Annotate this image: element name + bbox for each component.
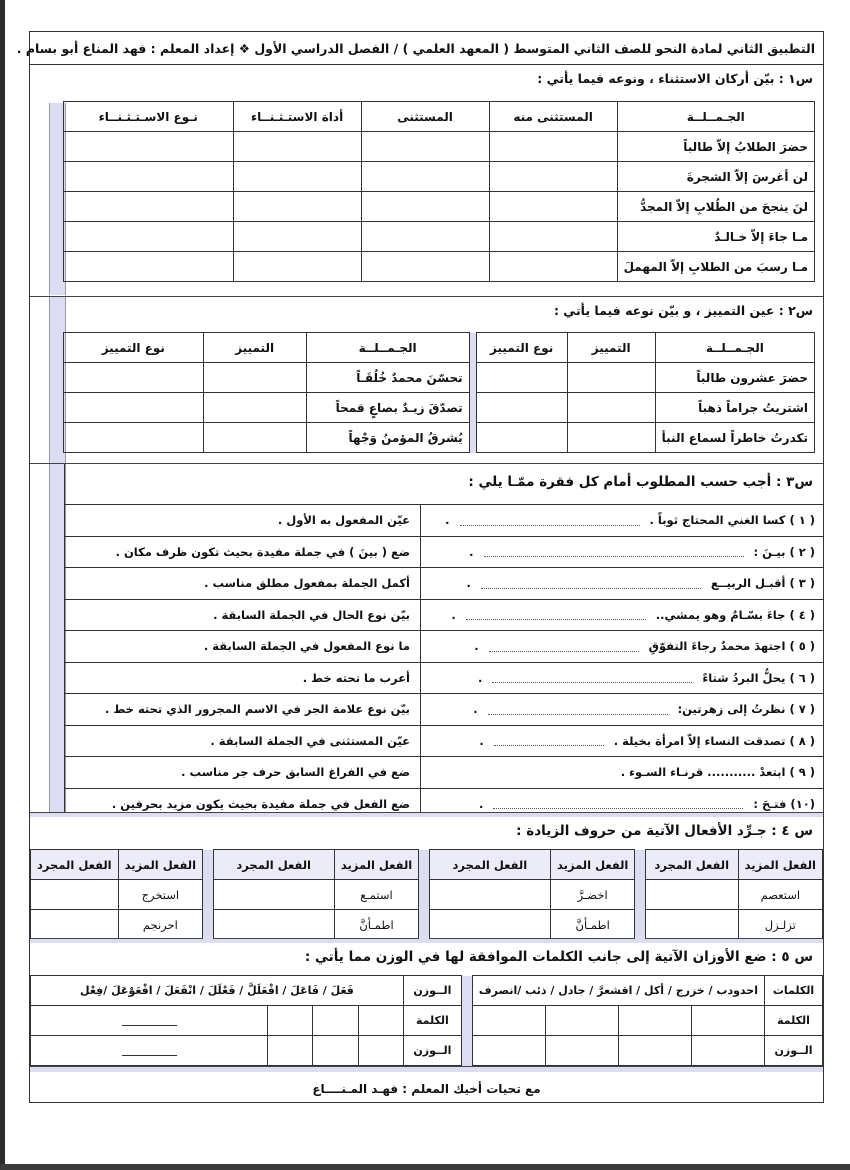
answer-cell[interactable]: [429, 910, 550, 940]
answer-cell[interactable]: [489, 252, 617, 282]
item-text: جاءَ بسّـامٌ وهو يمشي..: [655, 607, 786, 622]
item-text: فتـحَ :: [753, 796, 787, 811]
item-number: ( ١ ): [789, 513, 815, 528]
col-tamyeez: التمييز: [203, 333, 306, 363]
question-4: [30, 813, 823, 939]
sentence: حضرَ عشرون طالباً: [655, 363, 814, 393]
answer-blank[interactable]: [484, 546, 744, 557]
item-text: يحلُّ البردُ شتاءً: [702, 670, 786, 685]
verb: استخرج: [118, 880, 202, 910]
column-divider: [203, 850, 214, 940]
answer-blank[interactable]: [122, 1013, 177, 1026]
page-title: التطبيق الثاني لمادة النحو للصف الثاني المتوسط ( المعهد العلمي ) / الفصل الدراسي الأول ❖ إعداد المعلم : فهد المناع أبو بسام .: [30, 32, 823, 65]
item-task: ضع ( بينَ ) في جملة مفيدة بحيث تكون ظرف مكان .: [115, 544, 410, 559]
sentence: اشتريتُ جراماً ذهباً: [655, 393, 814, 423]
item-task: عيّن المستثنى في الجملة السابقة .: [210, 733, 410, 748]
question-3: [30, 464, 823, 813]
column-divider: [419, 850, 430, 940]
sentence: حضرَ الطلابُ إلاّ طالباً: [617, 132, 814, 162]
answer-cell[interactable]: [233, 132, 361, 162]
answer-cell[interactable]: [268, 1036, 313, 1066]
question-2-heading: س٢ : عين التمييز ، و بيّن نوعه فيما يأتي :: [553, 303, 813, 318]
item-number: (١٠): [790, 796, 815, 811]
answer-cell[interactable]: [203, 423, 306, 453]
sentence: تكدرتُ خاطراً لسماع النبأ: [655, 423, 814, 453]
list-item: ( ٦ ) يحلُّ البردُ شتاءً . أعرب ما تحته خط .: [65, 662, 823, 694]
teacher-signature: مع تحيات أخيك المعلم : فهـد المـنــــاع: [312, 1082, 541, 1096]
col-mazeed: الفعل المزيد: [550, 850, 634, 880]
item-number: ( ٧ ): [789, 702, 815, 717]
item-number: ( ٣ ): [789, 576, 815, 591]
item-task: بيّن نوع علامة الجر في الاسم المجرور الذي تحته خط .: [104, 702, 410, 717]
sentence: لن أغرسَ إلاّ الشجرةَ: [617, 162, 814, 192]
q4-table: [30, 849, 823, 940]
item-number: ( ٩ ): [789, 765, 815, 780]
col-mujarrad: الفعل المجرد: [31, 850, 119, 880]
verb: استمـع: [334, 880, 418, 910]
item-task: ضع في الفراغ السابق حرف جر مناسب .: [181, 765, 410, 780]
table-row: [64, 162, 815, 192]
answer-cell[interactable]: [361, 132, 489, 162]
q3-items: [65, 504, 823, 819]
list-item: ( ٥ ) اجتهدَ محمدٌ رجاءَ التفوّقِ . ما نوع المفعول في الجملة السابقة .: [65, 630, 823, 662]
col-mazeed: الفعل المزيد: [738, 850, 822, 880]
table-row: [64, 252, 815, 282]
answer-cell[interactable]: [64, 222, 234, 252]
question-5-heading: س ٥ : ضع الأوزان الآتية إلى جانب الكلمات الموافقة لها في الوزن مما يأتي :: [304, 949, 813, 965]
answer-cell[interactable]: [489, 222, 617, 252]
answer-cell[interactable]: [567, 393, 655, 423]
item-text: اجتهدَ محمدٌ رجاءَ التفوّقِ: [648, 639, 786, 654]
answer-blank[interactable]: [481, 578, 701, 589]
row-label: الكلمة: [765, 1006, 823, 1036]
answer-blank[interactable]: [493, 798, 743, 809]
col-sentence: الجـمــلــة: [306, 333, 469, 363]
verb: احرنجم: [118, 910, 202, 940]
answer-cell[interactable]: [31, 1036, 268, 1066]
item-number: ( ٨ ): [789, 733, 815, 748]
item-number: ( ٦ ): [789, 670, 815, 685]
q1-table: [63, 101, 815, 282]
answer-blank[interactable]: [494, 735, 604, 746]
list-item: ( ٧ ) نظرتُ إلى زهرتين: . بيّن نوع علامة الجر في الاسم المجرور الذي تحته خط .: [65, 693, 823, 725]
answer-cell[interactable]: [489, 132, 617, 162]
sentence: مـا رسبَ من الطلابِ إلاّ المهملَ: [617, 252, 814, 282]
column-divider: [461, 976, 472, 1066]
list-item: ( ١ ) كسا الغني المحتاج ثوباً . . عيّن المفعول به الأول .: [65, 504, 823, 536]
answer-cell[interactable]: [489, 162, 617, 192]
item-text: تصدقت النساء إلاّ امرأة بخيلة .: [613, 733, 786, 748]
column-divider: [635, 850, 646, 940]
question-5: [30, 939, 823, 1096]
sentence: لنَ ينجحَ من الطُلابِ إلاّ المجدُّ: [617, 192, 814, 222]
answer-blank[interactable]: [492, 672, 692, 683]
item-task: ما نوع المفعول في الجملة السابقة .: [203, 639, 410, 654]
item-text: نظرتُ إلى زهرتين:: [677, 702, 786, 717]
item-text: كسا الغني المحتاج ثوباً .: [649, 513, 786, 528]
verb: اطمـأنَّ: [550, 910, 634, 940]
col-mujarrad: الفعل المجرد: [429, 850, 550, 880]
col-adat: أداة الاستـثـنــاء: [233, 102, 361, 132]
table-row: [64, 192, 815, 222]
item-text: بيـنَ :: [753, 544, 786, 559]
item-task: عيّن المفعول به الأول .: [277, 513, 410, 528]
answer-cell[interactable]: [472, 1006, 545, 1036]
answer-cell[interactable]: [233, 192, 361, 222]
col-tamyeez-type: نوع التمييز: [476, 333, 567, 363]
verb: تزلـزل: [738, 910, 822, 940]
answer-cell[interactable]: [358, 1036, 403, 1066]
answer-cell[interactable]: [567, 363, 655, 393]
words-list: احدودب / خزرج / أكل / اقشعرَّ / جادل / ذئب /انصرف: [472, 976, 764, 1006]
col-sentence: الجـمــلــة: [655, 333, 814, 363]
q5-table: [30, 975, 823, 1066]
column-divider: [469, 333, 476, 453]
list-item: ( ٤ ) جاءَ بسّـامٌ وهو يمشي.. . بيّن نوع الحال في الجملة السابقة .: [65, 599, 823, 631]
answer-cell[interactable]: [213, 880, 334, 910]
answer-cell[interactable]: [567, 423, 655, 453]
question-1-heading: س١ : بيّن أركان الاستثناء ، ونوعه فيما يأتي :: [537, 71, 813, 86]
answer-cell[interactable]: [233, 162, 361, 192]
answer-cell[interactable]: [645, 910, 738, 940]
answer-cell[interactable]: [545, 1036, 618, 1066]
answer-cell[interactable]: [64, 192, 234, 222]
table-row: [64, 132, 815, 162]
item-number: ( ٢ ): [789, 544, 815, 559]
list-item: (١٠) فتـحَ : . ضع الفعل في جملة مفيدة بحيث يكون مزيد بحرفين .: [65, 788, 823, 820]
answer-cell[interactable]: [618, 1006, 691, 1036]
item-task: ضع الفعل في جملة مفيدة بحيث يكون مزيد بحرفين .: [111, 796, 410, 811]
scan-edge: [0, 1164, 850, 1170]
weights-list: فَعَلَ / فَاعَلَ / افْعَلَلَّ / فَعْلَلَ / انْفَعَلَ / افْعَوْعَلَ /فِعْل: [31, 976, 404, 1006]
item-task: بيّن نوع الحال في الجملة السابقة .: [213, 607, 410, 622]
answer-blank[interactable]: [488, 704, 668, 715]
table-row: [64, 363, 815, 393]
label-words: الكلمات: [765, 976, 823, 1006]
item-number: ( ٥ ): [789, 639, 815, 654]
answer-cell[interactable]: [268, 1006, 313, 1036]
row-label: الكلمة: [403, 1006, 461, 1036]
answer-cell[interactable]: [361, 222, 489, 252]
sentence: تحسّنَ محمدٌ خُلُقَـاً: [306, 363, 469, 393]
list-item: ( ٢ ) بيـنَ : . ضع ( بينَ ) في جملة مفيدة بحيث تكون ظرف مكان .: [65, 536, 823, 568]
list-item: ( ٨ ) تصدقت النساء إلاّ امرأة بخيلة . . عيّن المستثنى في الجملة السابقة .: [65, 725, 823, 757]
table-row: [64, 423, 815, 453]
answer-cell[interactable]: [691, 1036, 764, 1066]
answer-cell[interactable]: [233, 222, 361, 252]
item-number: ( ٤ ): [789, 607, 815, 622]
col-mazeed: الفعل المزيد: [334, 850, 418, 880]
col-naw: نـوع الاسـتـثـنــاء: [64, 102, 234, 132]
answer-cell[interactable]: [361, 252, 489, 282]
col-tamyeez-type: نوع التمييز: [64, 333, 204, 363]
worksheet: [16, 31, 824, 1103]
sentence: يُشرقُ المؤمنُ وَجْهاً: [306, 423, 469, 453]
answer-cell[interactable]: [476, 423, 567, 453]
answer-cell[interactable]: [64, 132, 234, 162]
question-3-heading: س٣ : أجب حسب المطلوب أمام كل فقرة ممّـا يلي :: [468, 474, 813, 490]
answer-blank[interactable]: [466, 609, 646, 620]
col-tamyeez: التمييز: [567, 333, 655, 363]
answer-cell[interactable]: [618, 1036, 691, 1066]
row-label: الــوزن: [403, 1036, 461, 1066]
answer-cell[interactable]: [645, 880, 738, 910]
answer-cell[interactable]: [31, 880, 119, 910]
answer-blank[interactable]: [122, 1043, 177, 1056]
table-row: [64, 222, 815, 252]
question-4-heading: س ٤ : جـرِّد الأفعال الآتية من حروف الزيادة :: [516, 823, 813, 839]
answer-cell[interactable]: [203, 363, 306, 393]
answer-cell[interactable]: [489, 192, 617, 222]
list-item: ( ٣ ) أقبـل الربيــع . أكمل الجملة بمفعول مطلق مناسب .: [65, 567, 823, 599]
answer-cell[interactable]: [691, 1006, 764, 1036]
row-label: الــوزن: [765, 1036, 823, 1066]
item-text: ابتعدْ ........... قرنـاء السـوء .: [620, 765, 786, 780]
col-mujarrad: الفعل المجرد: [645, 850, 738, 880]
label-weights: الــوزن: [403, 976, 461, 1006]
col-sentence: الجـمــلــة: [617, 102, 814, 132]
answer-cell[interactable]: [64, 363, 204, 393]
answer-cell[interactable]: [233, 252, 361, 282]
answer-blank[interactable]: [460, 515, 640, 526]
question-1: [30, 65, 823, 297]
answer-cell[interactable]: [476, 363, 567, 393]
col-mustathna: المستثنى: [361, 102, 489, 132]
answer-cell[interactable]: [213, 910, 334, 940]
col-mujarrad: الفعل المجرد: [213, 850, 334, 880]
answer-cell[interactable]: [361, 192, 489, 222]
table-row: [31, 1006, 823, 1036]
col-mustathna-minhu: المستثنى منه: [489, 102, 617, 132]
sentence: تصدّقَ زيـدٌ بصاعٍ قمحاً: [306, 393, 469, 423]
answer-cell[interactable]: [472, 1036, 545, 1066]
answer-cell[interactable]: [429, 880, 550, 910]
answer-cell[interactable]: [64, 252, 234, 282]
sentence: مـا جاءَ إلاّ خـالـدٌ: [617, 222, 814, 252]
answer-cell[interactable]: [361, 162, 489, 192]
item-task: أعرب ما تحته خط .: [302, 670, 410, 685]
verb: استعصم: [738, 880, 822, 910]
verb: اطمـأنَّ: [334, 910, 418, 940]
answer-cell[interactable]: [313, 1006, 358, 1036]
answer-blank[interactable]: [489, 641, 639, 652]
answer-cell[interactable]: [64, 393, 204, 423]
item-task: أكمل الجملة بمفعول مطلق مناسب .: [204, 576, 410, 591]
answer-cell[interactable]: [64, 423, 204, 453]
answer-cell[interactable]: [545, 1006, 618, 1036]
answer-cell[interactable]: [203, 393, 306, 423]
col-mazeed: الفعل المزيد: [118, 850, 202, 880]
answer-cell[interactable]: [358, 1006, 403, 1036]
answer-cell[interactable]: [476, 393, 567, 423]
q2-table: [63, 332, 815, 453]
scan-edge: [0, 0, 5, 1170]
list-item: [65, 756, 823, 788]
verb: اخضـرَّ: [550, 880, 634, 910]
table-row: [64, 393, 815, 423]
question-2: [30, 297, 823, 464]
answer-cell[interactable]: [64, 162, 234, 192]
answer-cell[interactable]: [313, 1036, 358, 1066]
answer-cell[interactable]: [31, 1006, 268, 1036]
table-row: [31, 1036, 823, 1066]
answer-cell[interactable]: [31, 910, 119, 940]
item-text: أقبـل الربيــع: [710, 576, 786, 591]
